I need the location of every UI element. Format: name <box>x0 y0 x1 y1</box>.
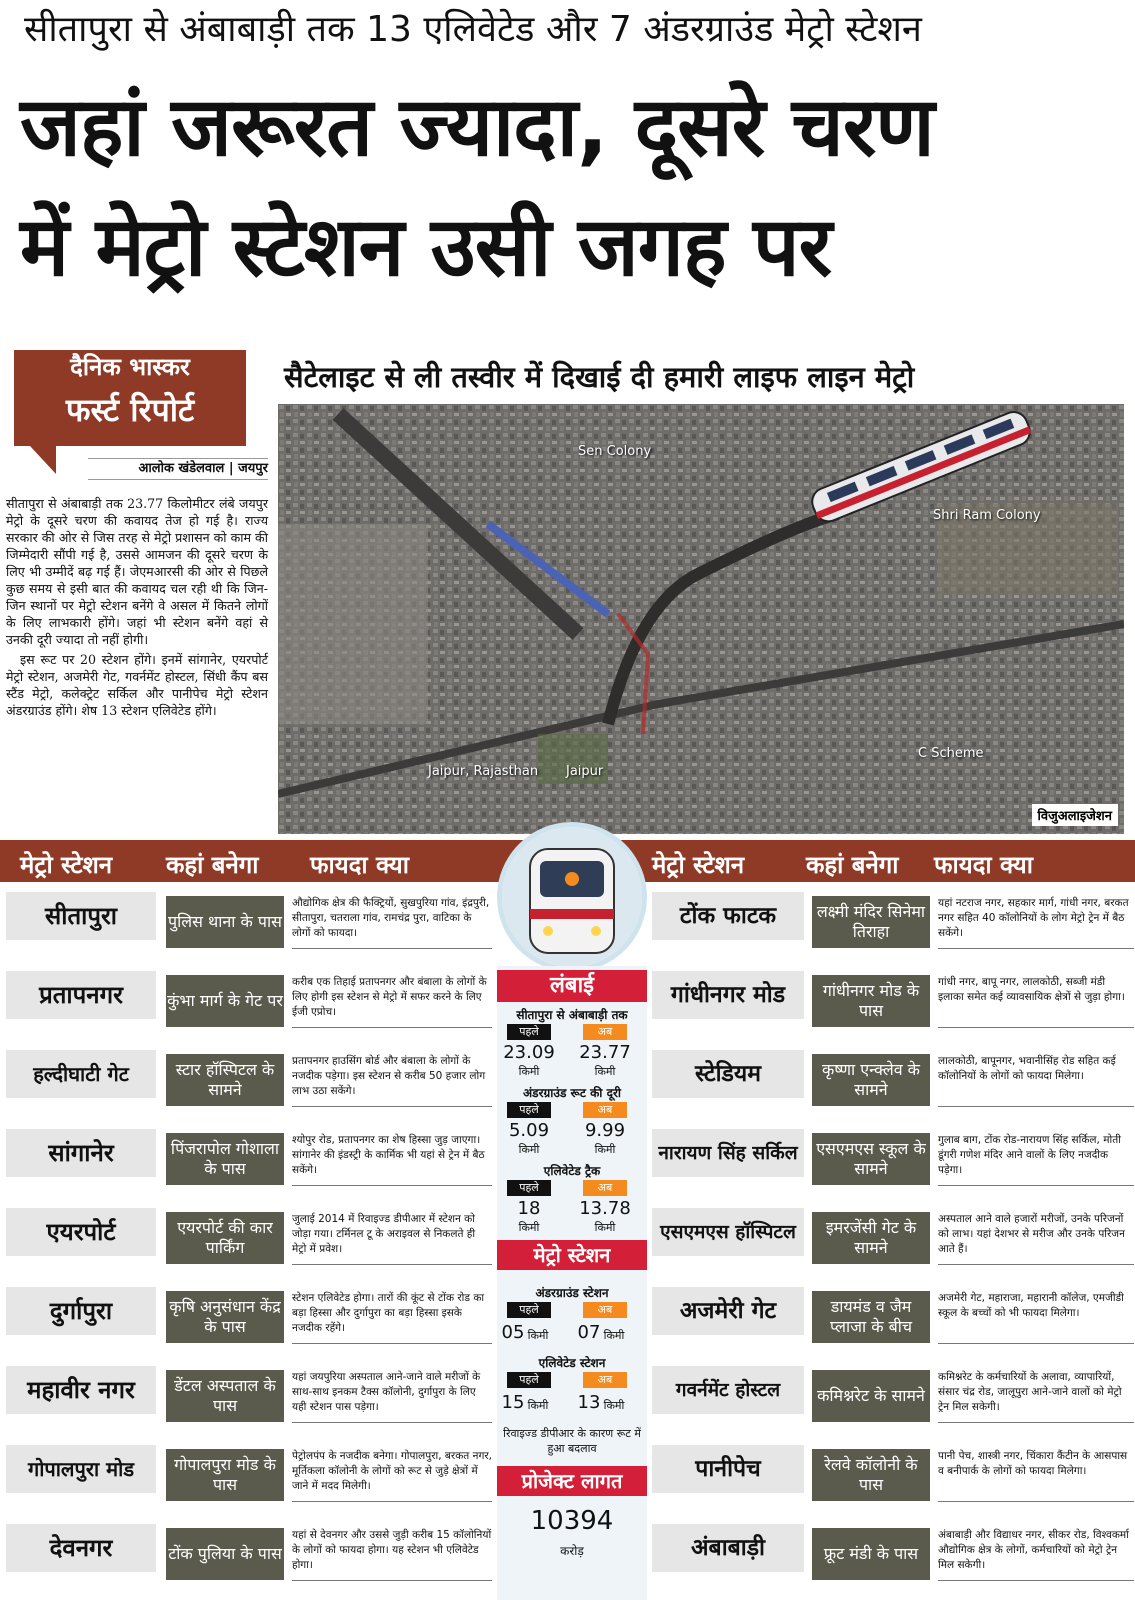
satellite-title: सैटेलाइट से ली तस्वीर में दिखाई दी हमारी लाइफ लाइन मेट्रो <box>284 360 915 394</box>
station-name: पानीपेच <box>652 1445 804 1493</box>
station-benefit: जुलाई 2014 में रिवाइज्ड डीपीआर में स्टेशन को जोड़ा गया। टर्मिनल टू के अराइवल से निकलते ही मेट्रो में प्रवेश। <box>292 1212 492 1265</box>
station-benefit: अजमेरी गेट, महाराजा, महारानी कॉलेज, एमजीडी स्कूल के बच्चों को भी फायदा मिलेगा। <box>938 1291 1134 1344</box>
unit-label: किमी <box>527 1399 549 1412</box>
project-cost-unit: करोड़ <box>560 1544 584 1558</box>
map-label-shri-ram-colony: Shri Ram Colony <box>933 508 1041 523</box>
length-before-value: 23.09 <box>503 1042 555 1063</box>
station-location: कृषि अनुसंधान केंद्र के पास <box>166 1291 284 1343</box>
station-name: अंबाबाड़ी <box>652 1524 804 1572</box>
station-name: सीतापुरा <box>6 892 156 940</box>
map-label-jaipur: Jaipur <box>566 764 604 779</box>
station-row <box>652 1518 1135 1586</box>
station-name: गांधीनगर मोड <box>652 971 804 1019</box>
before-chip: पहले <box>507 1102 551 1118</box>
station-benefit: लालकोठी, बापूनगर, भवानीसिंह रोड सहित कई कॉलोनियों के लोगों को फायदा मिलेगा। <box>938 1054 1134 1107</box>
station-row <box>6 1518 496 1586</box>
station-row <box>652 1044 1135 1112</box>
headline-line-2: में मेट्रो स्टेशन उसी जगह पर <box>20 200 832 295</box>
station-location: कमिश्नरेट के सामने <box>812 1370 930 1422</box>
byline: आलोक खंडेलवाल | जयपुर <box>88 458 268 480</box>
station-row <box>652 1281 1135 1349</box>
satellite-map-graphic <box>278 404 1124 834</box>
station-name: नारायण सिंह सर्किल <box>652 1129 804 1177</box>
unit-label: किमी <box>594 1221 616 1234</box>
station-name: टोंक फाटक <box>652 892 804 940</box>
ug-before-value: 5.09 <box>508 1120 550 1141</box>
map-label-sen-colony: Sen Colony <box>578 444 652 459</box>
first-report-logo <box>14 350 246 446</box>
station-row <box>652 886 1135 954</box>
underground-route-label: अंडरग्राउंड रूट की दूरी <box>523 1086 621 1100</box>
station-benefit: गुलाब बाग, टोंक रोड-नारायण सिंह सर्किल, मोती डूंगरी गणेश मंदिर आने वालों के लिए नजदीक पड़ेगा। <box>938 1133 1134 1186</box>
station-row <box>652 1360 1135 1428</box>
station-location: रेलवे कॉलोनी के पास <box>812 1449 930 1501</box>
logo-tag: फर्स्ट रिपोर्ट <box>65 391 195 429</box>
metro-train-icon <box>502 827 642 967</box>
station-location: गांधीनगर मोड के पास <box>812 975 930 1027</box>
length-now-value: 23.77 <box>579 1042 631 1063</box>
revision-note: रिवाइज्ड डीपीआर के कारण रूट में हुआ बदलाव <box>503 1427 641 1455</box>
header-station-left: मेट्रो स्टेशन <box>20 851 113 879</box>
station-benefit: कमिश्नरेट के कर्मचारियों के अलावा, व्यापारियों, संसार चंद्र रोड, जालूपुरा आने-जाने वालों को मेट्रो ट्रेन मिल सकेगी। <box>938 1370 1134 1423</box>
station-benefit: यहां से देवनगर और उससे जुड़ी करीब 15 कॉलोनियों के लोगों को फायदा होगा। यह स्टेशन भी एलिवेटेड होगा। <box>292 1528 492 1581</box>
kicker-line: सीतापुरा से अंबाबाड़ी तक 13 एलिवेटेड और 7 अंडरग्राउंड मेट्रो स्टेशन <box>24 9 922 50</box>
map-label-jaipur-rajasthan: Jaipur, Rajasthan <box>428 764 539 779</box>
station-location: गोपालपुरा मोड के पास <box>166 1449 284 1501</box>
article-body <box>6 495 268 722</box>
station-row <box>6 886 496 954</box>
now-chip: अब <box>583 1024 627 1040</box>
metro-station-tag: मेट्रो स्टेशन <box>497 1240 647 1270</box>
underground-station-label: अंडरग्राउंड स्टेशन <box>535 1286 609 1300</box>
station-benefit: प्रतापनगर हाउसिंग बोर्ड और बंबाला के लोगों के नजदीक पड़ेगा। इस स्टेशन से करीब 50 हजार लोग लाभ उठा सकेंगे। <box>292 1054 492 1107</box>
station-location: डेंटल अस्पताल के पास <box>166 1370 284 1422</box>
logo-brand: दैनिक भास्कर <box>70 353 190 381</box>
station-name: गोपालपुरा मोड <box>6 1445 156 1493</box>
station-row <box>652 1439 1135 1507</box>
logo-tip <box>30 446 56 474</box>
station-benefit: करीब एक तिहाई प्रतापनगर और बंबाला के लोगों के लिए होगी इस स्टेशन से मेट्रो में सफर करने के लिए ईजी एप्रोच। <box>292 975 492 1028</box>
station-benefit: श्योपुर रोड, प्रतापनगर का शेष हिस्सा जुड़ जाएगा। सांगानेर की इंडस्ट्री के कार्मिक भी यहां से ट्रेन में बैठ सकेंगे। <box>292 1133 492 1186</box>
headline-line-1: जहां जरूरत ज्यादा, दूसरे चरण <box>20 80 934 175</box>
el-now-value: 13.78 <box>579 1198 631 1219</box>
header-benefit-left: फायदा क्या <box>310 851 409 879</box>
station-location: फ्रूट मंडी के पास <box>812 1528 930 1580</box>
elevated-station-label: एलिवेटेड स्टेशन <box>538 1356 606 1370</box>
station-location: पिंजरापोल गोशाला के पास <box>166 1133 284 1185</box>
article-paragraph: इस रूट पर 20 स्टेशन होंगे। इनमें सांगानेर, एयरपोर्ट मेट्रो स्टेशन, अजमेरी गेट, गवर्नमेंट होस्टल, सिंधी कैंप बस स्टैंड मेट्रो, कलेक्ट्रेट सर्किल और पानीपेच मेट्रो स्टेशन अंडरग्राउंड होंगे। शेष 13 स्टेशन एलिवेटेड होंगे। <box>6 652 268 718</box>
header-location-left: कहां बनेगा <box>166 851 259 879</box>
station-location: डायमंड व जैम प्लाजा के बीच <box>812 1291 930 1343</box>
station-row <box>652 965 1135 1033</box>
unit-label: किमी <box>594 1143 616 1156</box>
before-chip: पहले <box>507 1372 551 1388</box>
station-location: एयरपोर्ट की कार पार्किंग <box>166 1212 284 1264</box>
station-row <box>6 965 496 1033</box>
station-location: टोंक पुलिया के पास <box>166 1528 284 1580</box>
station-row <box>6 1439 496 1507</box>
unit-label: किमी <box>527 1329 549 1342</box>
satellite-image <box>278 404 1124 834</box>
map-label-c-scheme: C Scheme <box>918 746 984 761</box>
station-benefit: गांधी नगर, बापू नगर, लालकोठी, सब्जी मंडी इलाका समेत कई व्यावसायिक क्षेत्रों से जुड़ा होगा। <box>938 975 1134 1028</box>
station-row <box>652 1202 1135 1270</box>
length-tag: लंबाई <box>497 970 647 1002</box>
ug-station-now: 07 <box>577 1322 601 1343</box>
station-row <box>6 1281 496 1349</box>
unit-label: किमी <box>518 1143 540 1156</box>
station-name: प्रतापनगर <box>6 971 156 1019</box>
station-name: स्टेडियम <box>652 1050 804 1098</box>
station-benefit: पेट्रोलपंप के नजदीक बनेगा। गोपालपुरा, बरकत नगर, मूर्तिकला कॉलोनी के लोगों को रूट से जुड़े क्षेत्रों में जाने में मदद मिलेगी। <box>292 1449 492 1502</box>
ug-station-before: 05 <box>501 1322 525 1343</box>
el-before-value: 18 <box>517 1198 541 1219</box>
station-benefit: स्टेशन एलिवेटेड होगा। तारों की कूंट से टोंक रोड का बड़ा हिस्सा और दुर्गापुरा का बड़ा हिस्सा इसके नजदीक रहेंगे। <box>292 1291 492 1344</box>
station-name: अजमेरी गेट <box>652 1287 804 1335</box>
station-benefit: औद्योगिक क्षेत्र की फैक्ट्रियों, सुखपुरिया गांव, इंद्रपुरी, सीतापुरा, चतराला गांव, रामचंद्र पुरा, वाटिका के लोगों को फायदा। <box>292 896 492 949</box>
station-location: कुंभा मार्ग के गेट पर <box>166 975 284 1027</box>
unit-label: किमी <box>603 1399 625 1412</box>
station-name: गवर्नमेंट होस्टल <box>652 1366 804 1414</box>
now-chip: अब <box>583 1102 627 1118</box>
station-benefit: यहां नटराज नगर, सहकार मार्ग, गांधी नगर, बरकत नगर सहित 40 कॉलोनियों के लोग मेट्रो ट्रेन में बैठ सकेंगे। <box>938 896 1134 949</box>
unit-label: किमी <box>594 1065 616 1078</box>
station-location: लक्ष्मी मंदिर सिनेमा तिराहा <box>812 896 930 948</box>
station-benefit: अस्पताल आने वाले हजारों मरीजों, उनके परिजनों को लाभ। यहां देशभर से मरीज और उनके परिजन आते हैं। <box>938 1212 1134 1265</box>
el-station-before: 15 <box>501 1392 525 1413</box>
project-cost-value: 10394 <box>530 1506 614 1536</box>
project-cost-tag: प्रोजेक्ट लागत <box>497 1466 647 1496</box>
article-paragraph: सीतापुरा से अंबाबाड़ी तक 23.77 किलोमीटर लंबे जयपुर मेट्रो के दूसरे चरण की कवायद तेज हो गई है। राज्य सरकार की ओर से जिस तरह से मेट्रो प्रशासन को काम की जिम्मेदारी सौंपी गई है, उससे आमजन की दूसरे चरण के लिए भी उम्मीदें बढ़ गई हैं। जेएमआरसी की ओर से पिछले कुछ समय से इसी बात की कवायद चल रही थी कि जिन-जिन स्थानों पर मेट्रो स्टेशन बनेंगे वे असल में कितने लोगों के लिए लाभकारी होंगे। जहां भी स्टेशन बनेंगे वहां से उनकी दूरी ज्यादा तो नहीं होगी। <box>6 496 268 647</box>
station-benefit: यहां जयपुरिया अस्पताल आने-जाने वाले मरीजों के साथ-साथ इनकम टैक्स कॉलोनी, दुर्गापुरा के लिए यही स्टेशन पास पड़ेगा। <box>292 1370 492 1423</box>
before-chip: पहले <box>507 1302 551 1318</box>
unit-label: किमी <box>518 1065 540 1078</box>
station-location: कृष्णा एन्क्लेव के सामने <box>812 1054 930 1106</box>
station-location: एसएमएस स्कूल के सामने <box>812 1133 930 1185</box>
visualization-credit: विजुअलाइजेशन <box>1032 804 1118 826</box>
station-row <box>6 1123 496 1191</box>
header-location-right: कहां बनेगा <box>806 851 899 879</box>
before-chip: पहले <box>507 1024 551 1040</box>
before-chip: पहले <box>507 1180 551 1196</box>
header-benefit-right: फायदा क्या <box>934 851 1033 879</box>
station-name: देवनगर <box>6 1524 156 1572</box>
route-stats-panel <box>497 966 647 1600</box>
station-name: महावीर नगर <box>6 1366 156 1414</box>
station-name: हल्दीघाटी गेट <box>6 1050 156 1098</box>
el-station-now: 13 <box>577 1392 601 1413</box>
station-location: स्टार हॉस्पिटल के सामने <box>166 1054 284 1106</box>
station-name: सांगानेर <box>6 1129 156 1177</box>
station-name: एयरपोर्ट <box>6 1208 156 1256</box>
ug-now-value: 9.99 <box>584 1120 626 1141</box>
now-chip: अब <box>583 1180 627 1196</box>
metro-train-photo <box>497 822 647 972</box>
now-chip: अब <box>583 1372 627 1388</box>
unit-label: किमी <box>518 1221 540 1234</box>
station-row <box>6 1044 496 1112</box>
header-station-right: मेट्रो स्टेशन <box>652 851 745 879</box>
station-row <box>6 1360 496 1428</box>
station-benefit: पानी पेच, शास्त्री नगर, चिंकारा कैंटीन के आसपास व बनीपार्क के लोगों को फायदा मिलेगा। <box>938 1449 1134 1502</box>
station-name: दुर्गापुरा <box>6 1287 156 1335</box>
station-row <box>652 1123 1135 1191</box>
station-location: पुलिस थाना के पास <box>166 896 284 948</box>
station-row <box>6 1202 496 1270</box>
elevated-track-label: एलिवेटेड ट्रैक <box>543 1164 601 1178</box>
station-name: एसएमएस हॉस्पिटल <box>652 1208 804 1256</box>
now-chip: अब <box>583 1302 627 1318</box>
station-location: इमरजेंसी गेट के सामने <box>812 1212 930 1264</box>
station-benefit: अंबाबाड़ी और विद्याधर नगर, सीकर रोड, विश्वकर्मा औद्योगिक क्षेत्र के लोगों, कर्मचारियों को मेट्रो ट्रेन मिल सकेगी। <box>938 1528 1134 1581</box>
unit-label: किमी <box>603 1329 625 1342</box>
length-label: सीतापुरा से अंबाबाड़ी तक <box>516 1008 628 1022</box>
